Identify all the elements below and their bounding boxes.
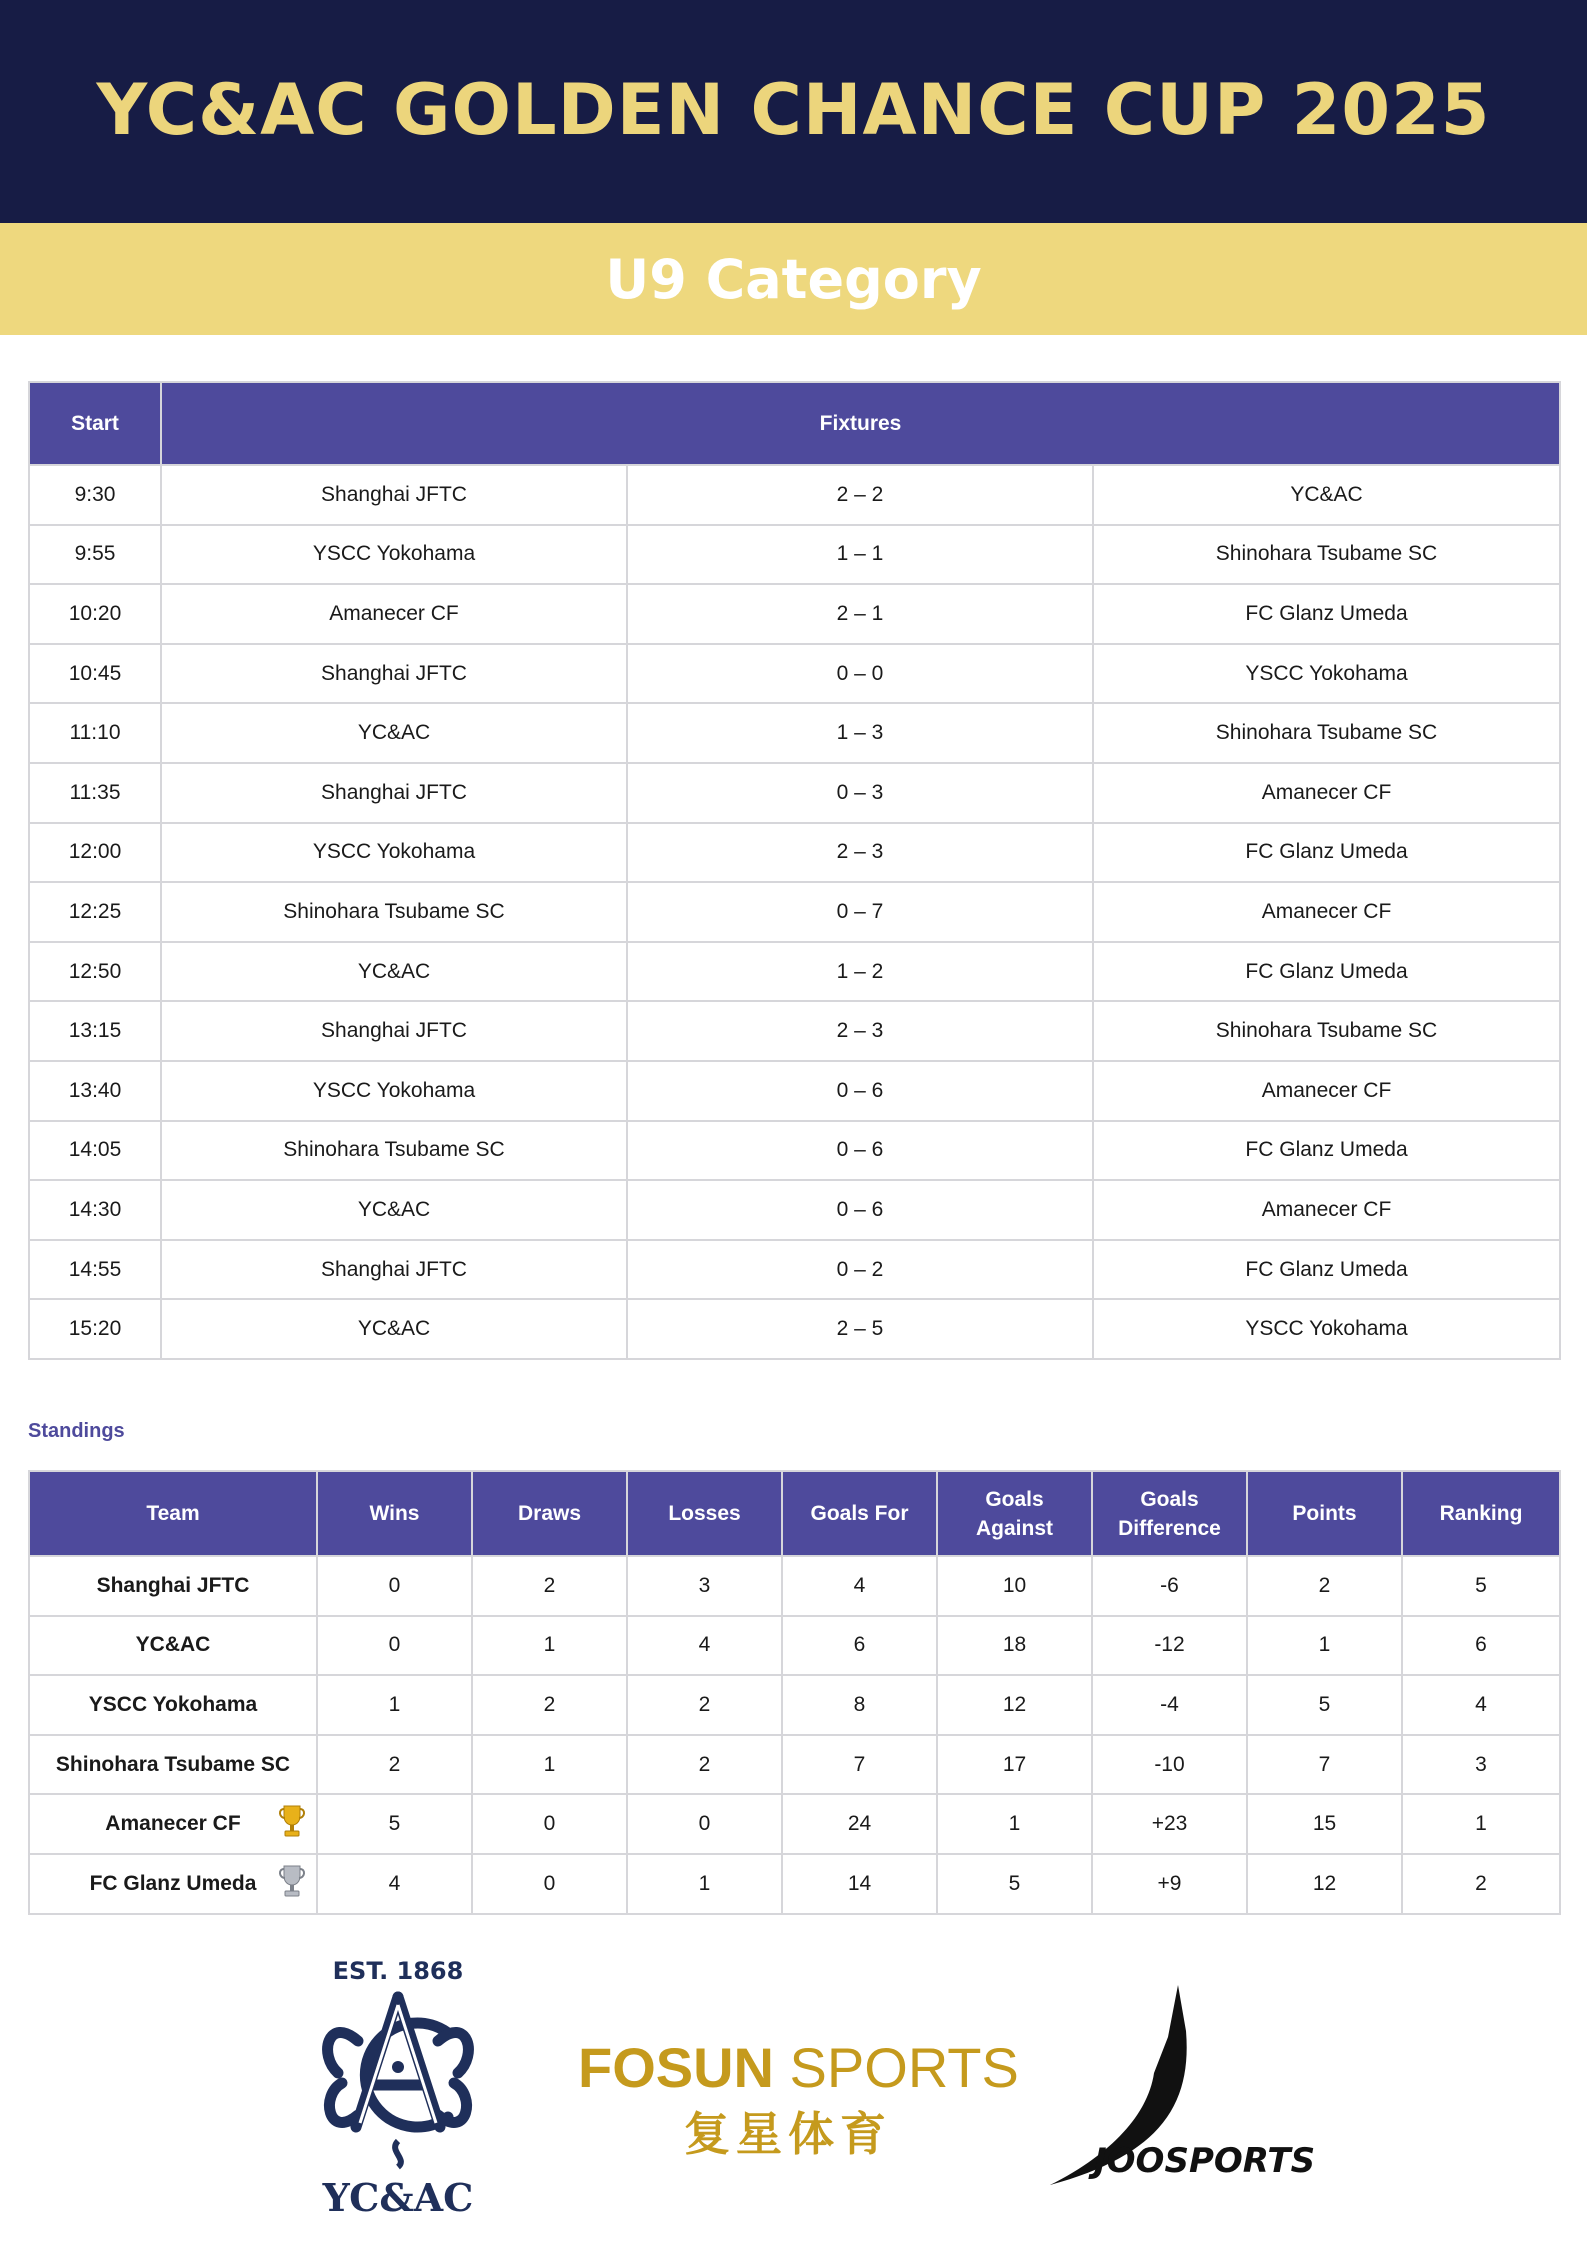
fixture-row [29, 1061, 1560, 1121]
start-header: Start [29, 382, 161, 465]
ranking-value: 4 [1402, 1675, 1560, 1735]
goal-difference-value: -6 [1092, 1556, 1247, 1616]
fixture-away-team: FC Glanz Umeda [1093, 823, 1560, 883]
standings-body [29, 1556, 1560, 1914]
fixture-score: 0 – 6 [627, 1180, 1093, 1240]
fixture-score: 0 – 6 [627, 1061, 1093, 1121]
fixtures-header: Fixtures [161, 382, 1560, 465]
draws-value: 1 [472, 1616, 627, 1676]
team-name [29, 1794, 317, 1854]
fixture-home-team: YC&AC [161, 703, 627, 763]
points-value: 7 [1247, 1735, 1402, 1795]
goals-against-header-line1: Goals [985, 1487, 1044, 1511]
fixture-time: 12:50 [29, 942, 161, 1002]
goals-against-value: 18 [937, 1616, 1092, 1676]
fixture-row [29, 465, 1560, 525]
team-name-text: Shanghai JFTC [96, 1573, 250, 1597]
ranking-value: 3 [1402, 1735, 1560, 1795]
fixture-time: 12:00 [29, 823, 161, 883]
fixture-row [29, 703, 1560, 763]
sports-word: SPORTS [774, 2036, 1019, 2099]
goals-for-value: 4 [782, 1556, 937, 1616]
draws-value: 1 [472, 1735, 627, 1795]
fixture-away-team: Shinohara Tsubame SC [1093, 703, 1560, 763]
fixture-time: 14:30 [29, 1180, 161, 1240]
draws-value: 0 [472, 1794, 627, 1854]
ycac-name-text: YC&AC [322, 2175, 474, 2220]
points-value: 15 [1247, 1794, 1402, 1854]
draws-value: 0 [472, 1854, 627, 1914]
standings-row [29, 1675, 1560, 1735]
fixture-away-team: Shinohara Tsubame SC [1093, 525, 1560, 585]
team-name-text: Amanecer CF [105, 1812, 241, 1836]
wins-value: 5 [317, 1794, 472, 1854]
goals-for-value: 24 [782, 1794, 937, 1854]
fixture-home-team: Shanghai JFTC [161, 465, 627, 525]
fixture-score: 2 – 5 [627, 1299, 1093, 1359]
standings-row [29, 1556, 1560, 1616]
team-name-text: FC Glanz Umeda [89, 1871, 257, 1895]
fixture-score: 0 – 3 [627, 763, 1093, 823]
fixture-away-team: FC Glanz Umeda [1093, 1121, 1560, 1181]
wins-value: 0 [317, 1556, 472, 1616]
team-header: Team [29, 1471, 317, 1556]
standings-title: Standings [28, 1420, 125, 1442]
goals-against-value: 12 [937, 1675, 1092, 1735]
fixture-score: 0 – 7 [627, 882, 1093, 942]
fixture-row [29, 882, 1560, 942]
ranking-value: 5 [1402, 1556, 1560, 1616]
fixture-away-team: FC Glanz Umeda [1093, 584, 1560, 644]
standings-header-row [29, 1471, 1560, 1556]
fixture-away-team: Amanecer CF [1093, 763, 1560, 823]
team-name [29, 1735, 317, 1795]
fixture-row [29, 1001, 1560, 1061]
points-value: 12 [1247, 1854, 1402, 1914]
fixture-row [29, 1299, 1560, 1359]
goal-difference-header-line2: Difference [1118, 1516, 1221, 1540]
fixture-score: 2 – 1 [627, 584, 1093, 644]
category-title: U9 Category [605, 247, 982, 311]
goals-against-header-line2: Against [975, 1516, 1053, 1540]
category-banner [0, 223, 1587, 335]
ranking-header: Ranking [1402, 1471, 1560, 1556]
fixture-score: 1 – 2 [627, 942, 1093, 1002]
fixture-score: 0 – 6 [627, 1121, 1093, 1181]
fixtures-header-row [29, 382, 1560, 465]
fixture-time: 11:35 [29, 763, 161, 823]
fixture-time: 13:15 [29, 1001, 161, 1061]
fixture-row [29, 1180, 1560, 1240]
fixture-row [29, 823, 1560, 883]
ranking-value: 6 [1402, 1616, 1560, 1676]
fixture-row [29, 525, 1560, 585]
fixture-home-team: YSCC Yokohama [161, 1061, 627, 1121]
wins-header: Wins [317, 1471, 472, 1556]
silver-trophy-icon [278, 1864, 306, 1904]
fixture-away-team: YSCC Yokohama [1093, 644, 1560, 704]
wins-value: 4 [317, 1854, 472, 1914]
sponsor-logos [0, 1945, 1587, 2225]
fixture-time: 14:55 [29, 1240, 161, 1300]
goal-difference-value: -10 [1092, 1735, 1247, 1795]
team-name [29, 1616, 317, 1676]
fixture-score: 2 – 2 [627, 465, 1093, 525]
team-name-text: Shinohara Tsubame SC [55, 1752, 291, 1776]
standings-row [29, 1854, 1560, 1914]
goal-difference-value: +9 [1092, 1854, 1247, 1914]
fixture-row [29, 644, 1560, 704]
fixture-time: 10:20 [29, 584, 161, 644]
points-value: 5 [1247, 1675, 1402, 1735]
fixture-score: 2 – 3 [627, 1001, 1093, 1061]
goals-against-value: 10 [937, 1556, 1092, 1616]
points-value: 1 [1247, 1616, 1402, 1676]
points-value: 2 [1247, 1556, 1402, 1616]
losses-value: 2 [627, 1735, 782, 1795]
fosun-sports-wordmark [578, 2035, 1019, 2100]
draws-header: Draws [472, 1471, 627, 1556]
points-header: Points [1247, 1471, 1402, 1556]
goals-against-value: 17 [937, 1735, 1092, 1795]
goals-against-value: 5 [937, 1854, 1092, 1914]
fixture-home-team: YSCC Yokohama [161, 525, 627, 585]
wins-value: 2 [317, 1735, 472, 1795]
losses-value: 3 [627, 1556, 782, 1616]
goals-for-header: Goals For [782, 1471, 937, 1556]
fixture-home-team: Shanghai JFTC [161, 644, 627, 704]
goal-difference-value: -4 [1092, 1675, 1247, 1735]
standings-row [29, 1794, 1560, 1854]
fixture-row [29, 1121, 1560, 1181]
fixture-time: 9:55 [29, 525, 161, 585]
fosun-chinese-wordmark: 复星体育 [684, 2107, 892, 2161]
fixture-away-team: FC Glanz Umeda [1093, 1240, 1560, 1300]
fixture-time: 12:25 [29, 882, 161, 942]
fixture-home-team: YC&AC [161, 1180, 627, 1240]
goals-for-value: 14 [782, 1854, 937, 1914]
fixture-away-team: Amanecer CF [1093, 882, 1560, 942]
fixture-home-team: Shinohara Tsubame SC [161, 882, 627, 942]
ycac-crest-icon [298, 1945, 498, 2225]
wins-value: 0 [317, 1616, 472, 1676]
fixture-time: 11:10 [29, 703, 161, 763]
losses-value: 1 [627, 1854, 782, 1914]
goals-against-value: 1 [937, 1794, 1092, 1854]
ranking-value: 1 [1402, 1794, 1560, 1854]
draws-value: 2 [472, 1675, 627, 1735]
fixture-away-team: Shinohara Tsubame SC [1093, 1001, 1560, 1061]
fixture-score: 0 – 2 [627, 1240, 1093, 1300]
standings-table [28, 1470, 1561, 1915]
fixture-home-team: Shanghai JFTC [161, 1240, 627, 1300]
standings-row [29, 1616, 1560, 1676]
losses-value: 0 [627, 1794, 782, 1854]
gold-trophy-icon [278, 1804, 306, 1844]
fixture-score: 0 – 0 [627, 644, 1093, 704]
fixtures-body [29, 465, 1560, 1359]
fixture-row [29, 584, 1560, 644]
fixture-time: 10:45 [29, 644, 161, 704]
goal-difference-header-line1: Goals [1140, 1487, 1199, 1511]
goals-for-value: 8 [782, 1675, 937, 1735]
draws-value: 2 [472, 1556, 627, 1616]
losses-header: Losses [627, 1471, 782, 1556]
fixture-away-team: Amanecer CF [1093, 1061, 1560, 1121]
joosports-wordmark: JOOSPORTS [1094, 2141, 1316, 2181]
fixture-time: 15:20 [29, 1299, 161, 1359]
goals-for-value: 7 [782, 1735, 937, 1795]
fixture-score: 2 – 3 [627, 823, 1093, 883]
team-name [29, 1675, 317, 1735]
fixture-score: 1 – 1 [627, 525, 1093, 585]
ycac-logo [298, 1945, 498, 2225]
fixture-away-team: FC Glanz Umeda [1093, 942, 1560, 1002]
fixture-home-team: Shanghai JFTC [161, 763, 627, 823]
team-name [29, 1854, 317, 1914]
fixtures-table [28, 381, 1561, 1360]
fixture-home-team: Shinohara Tsubame SC [161, 1121, 627, 1181]
fixture-home-team: Shanghai JFTC [161, 1001, 627, 1061]
fixture-row [29, 763, 1560, 823]
fixture-score: 1 – 3 [627, 703, 1093, 763]
goal-difference-value: -12 [1092, 1616, 1247, 1676]
page-title: YC&AC GOLDEN CHANCE CUP 2025 [96, 68, 1491, 151]
fixture-row [29, 1240, 1560, 1300]
fixture-row [29, 942, 1560, 1002]
fixture-home-team: Amanecer CF [161, 584, 627, 644]
ranking-value: 2 [1402, 1854, 1560, 1914]
fixture-home-team: YC&AC [161, 942, 627, 1002]
fixture-home-team: YC&AC [161, 1299, 627, 1359]
standings-row [29, 1735, 1560, 1795]
ycac-est-text: EST. 1868 [332, 1957, 464, 1985]
fixture-away-team: YSCC Yokohama [1093, 1299, 1560, 1359]
fosun-word: FOSUN [578, 2036, 774, 2099]
fixture-time: 9:30 [29, 465, 161, 525]
losses-value: 4 [627, 1616, 782, 1676]
goals-for-value: 6 [782, 1616, 937, 1676]
fixture-home-team: YSCC Yokohama [161, 823, 627, 883]
title-banner [0, 0, 1587, 223]
team-name-text: YSCC Yokohama [88, 1692, 258, 1716]
fixture-time: 13:40 [29, 1061, 161, 1121]
wins-value: 1 [317, 1675, 472, 1735]
goal-difference-header [1092, 1471, 1247, 1556]
fixture-away-team: Amanecer CF [1093, 1180, 1560, 1240]
team-name-text: YC&AC [135, 1633, 211, 1657]
team-name [29, 1556, 317, 1616]
fosun-sports-logo [578, 2035, 1019, 2161]
fixture-time: 14:05 [29, 1121, 161, 1181]
fixture-away-team: YC&AC [1093, 465, 1560, 525]
losses-value: 2 [627, 1675, 782, 1735]
goals-against-header [937, 1471, 1092, 1556]
goal-difference-value: +23 [1092, 1794, 1247, 1854]
